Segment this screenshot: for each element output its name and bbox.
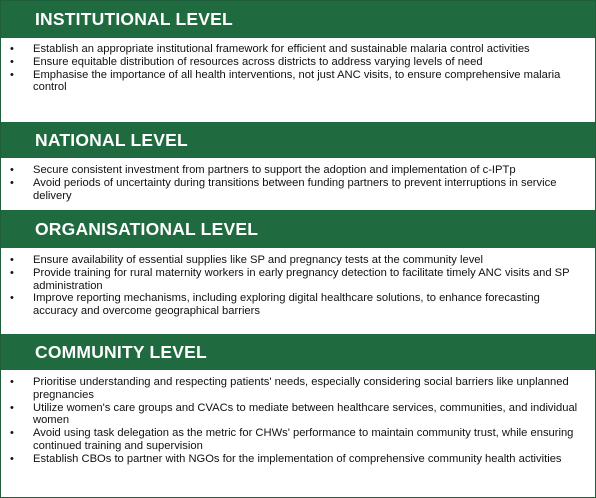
list-item: • Improve reporting mechanisms, including exploring digital healthcare solutions, to enhance forecasting accuracy and overcome geographical barriers: [10, 292, 540, 318]
list-item: • Utilize women's care groups and CVACs to mediate between healthcare services, communities, and individual women: [10, 401, 578, 427]
bullet-icon: •: [10, 176, 14, 189]
national-level-list: [1, 164, 595, 202]
institutional-level-list: [1, 43, 595, 94]
list-item: • Ensure availability of essential supplies like SP and pregnancy tests at the community level: [10, 254, 484, 266]
organisational-level-list: [1, 254, 595, 318]
list-item: • Provide training for rural maternity workers in early pregnancy detection to facilitate timely ANC visits and SP administration: [10, 266, 570, 292]
list-item: • Avoid periods of uncertainty during transitions between funding partners to prevent interruptions in service delivery: [10, 176, 557, 202]
national-level-header: [1, 122, 595, 158]
community-level-header: [1, 334, 595, 370]
organisational-level-header: [1, 210, 595, 248]
bullet-icon: •: [10, 266, 14, 279]
section-title: INSTITUTIONAL LEVEL: [35, 9, 233, 29]
section-title: COMMUNITY LEVEL: [35, 341, 207, 362]
list-item: • Establish an appropriate institutional framework for efficient and sustainable malaria control activities: [10, 43, 530, 55]
list-item: • Establish CBOs to partner with NGOs for the implementation of comprehensive community health activities: [10, 452, 562, 465]
bullet-icon: •: [10, 401, 14, 414]
bullet-icon: •: [10, 376, 14, 388]
list-item: • Prioritise understanding and respecting patients' needs, especially considering social barriers like unplanned pregnancies: [10, 376, 569, 401]
bullet-icon: •: [10, 427, 14, 440]
bullet-icon: •: [10, 452, 14, 465]
list-item: • Secure consistent investment from partners to support the adoption and implementation of c-IPTp: [10, 164, 516, 176]
list-item: • Avoid using task delegation as the metric for CHWs' performance to maintain community trust, while ensuring continued training and supervision: [10, 427, 574, 452]
community-level-list: [1, 376, 595, 466]
bullet-icon: •: [10, 292, 14, 305]
bullet-icon: •: [10, 43, 14, 55]
bullet-icon: •: [10, 68, 14, 81]
section-title: NATIONAL LEVEL: [35, 129, 188, 150]
bullet-icon: •: [10, 55, 14, 68]
bullet-icon: •: [10, 164, 14, 176]
section-title: ORGANISATIONAL LEVEL: [35, 218, 259, 239]
bullet-icon: •: [10, 254, 14, 266]
institutional-level-header: [1, 1, 595, 38]
list-item: • Ensure equitable distribution of resources across districts to address varying levels of need: [10, 55, 483, 68]
list-item: • Emphasise the importance of all health interventions, not just ANC visits, to ensure comprehensive malaria control: [10, 68, 561, 94]
